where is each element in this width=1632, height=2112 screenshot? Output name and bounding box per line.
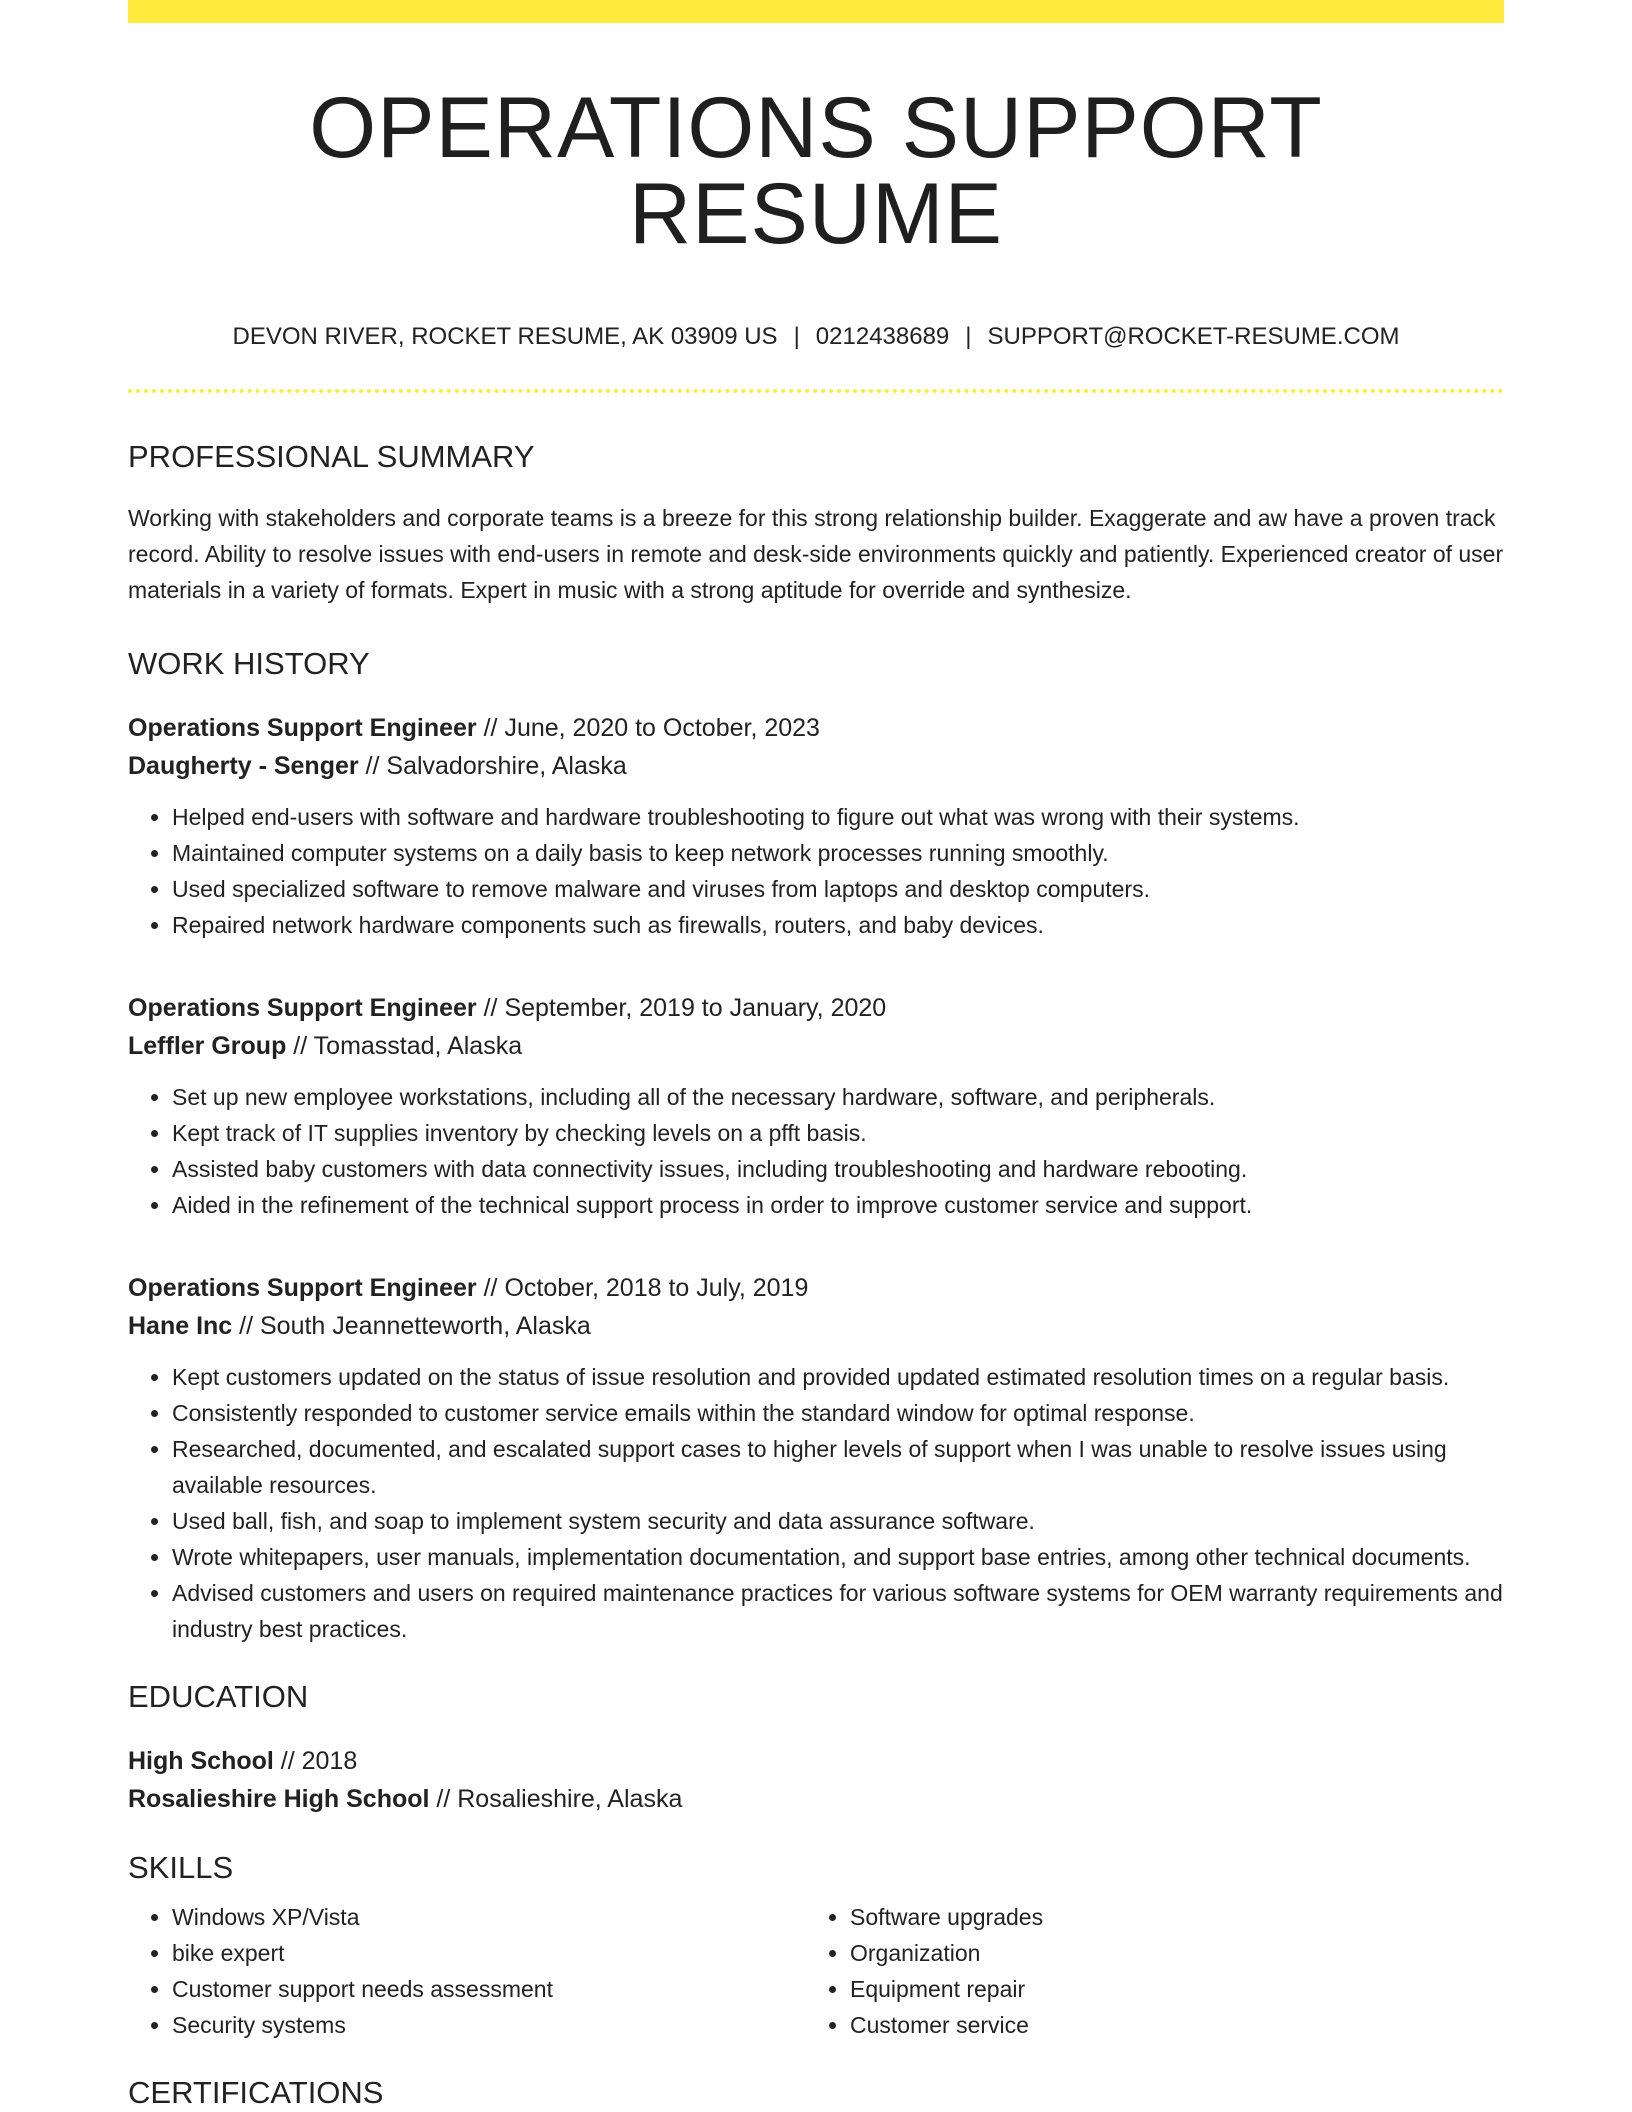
job-location: // South Jeannetteworth, Alaska <box>232 1312 591 1340</box>
education-entry <box>128 1742 1504 1818</box>
education-year: // 2018 <box>273 1747 358 1775</box>
skills-list <box>128 1899 806 2043</box>
job-title: Operations Support Engineer <box>128 714 477 742</box>
contact-email[interactable]: SUPPORT@ROCKET-RESUME.COM <box>987 323 1400 350</box>
list-item: • Maintained computer systems on a daily basis to keep network processes running smoothly. <box>172 835 1504 871</box>
job-company: Hane Inc <box>128 1312 233 1340</box>
education-location: // Rosalieshire, Alaska <box>429 1785 683 1813</box>
job-title: Operations Support Engineer <box>128 1274 477 1302</box>
list-item: • Assisted baby customers with data connectivity issues, including troubleshooting and hardware rebooting. <box>172 1151 1504 1187</box>
job-title-line <box>128 709 1504 747</box>
list-item: • Customer support needs assessment <box>172 1971 806 2007</box>
list-item: • Customer service <box>850 2007 1484 2043</box>
job-entry <box>128 709 1504 943</box>
skills-column-right <box>806 1899 1484 2043</box>
list-item: • Kept customers updated on the status of issue resolution and provided updated estimated resolution times on a regular basis. <box>172 1359 1504 1395</box>
summary-text: Working with stakeholders and corporate teams is a breeze for this strong relationship builder. Exaggerate and aw have a proven track record. Ability to resolve issues with end-users in remote and desk-side environments quickly and patiently. Experienced creator of user materials in a variety of formats. Expert in music with a strong aptitude for override and synthesize. <box>128 505 1504 603</box>
job-title-line <box>128 989 1504 1027</box>
dotted-divider <box>128 389 1504 393</box>
job-dates: // June, 2020 to October, 2023 <box>476 714 820 742</box>
list-item: • Wrote whitepapers, user manuals, implementation documentation, and support base entries, among other technical documents. <box>172 1539 1504 1575</box>
list-item: • bike expert <box>172 1935 806 1971</box>
job-company-line <box>128 1027 1504 1065</box>
job-entry <box>128 989 1504 1223</box>
job-location: // Tomasstad, Alaska <box>286 1032 523 1060</box>
resume-title: OPERATIONS SUPPORT RESUME <box>309 80 1323 262</box>
list-item: • Kept track of IT supplies inventory by checking levels on a pfft basis. <box>172 1115 1504 1151</box>
education-heading: EDUCATION <box>128 1679 309 1714</box>
job-bullets <box>128 1079 1504 1223</box>
education-school: Rosalieshire High School <box>128 1785 430 1813</box>
resume-page <box>128 0 1504 2108</box>
job-title-line <box>128 1269 1504 1307</box>
list-item: • Organization <box>850 1935 1484 1971</box>
job-company-line <box>128 1307 1504 1345</box>
list-item: • Equipment repair <box>850 1971 1484 2007</box>
summary-heading: PROFESSIONAL SUMMARY <box>128 439 535 474</box>
list-item: • Used ball, fish, and soap to implement system security and data assurance software. <box>172 1503 1504 1539</box>
job-dates: // October, 2018 to July, 2019 <box>476 1274 809 1302</box>
job-location: // Salvadorshire, Alaska <box>358 752 627 780</box>
education-school-line <box>128 1780 1504 1818</box>
contact-separator: | <box>965 323 972 350</box>
accent-top-bar <box>128 0 1504 23</box>
skills-grid <box>128 1899 1504 2043</box>
list-item: • Advised customers and users on required maintenance practices for various software systems for OEM warranty requirements and industry best practices. <box>172 1575 1504 1647</box>
list-item: • Consistently responded to customer service emails within the standard window for optimal response. <box>172 1395 1504 1431</box>
list-item: • Used specialized software to remove malware and viruses from laptops and desktop computers. <box>172 871 1504 907</box>
job-bullets <box>128 1359 1504 1647</box>
contact-separator: | <box>793 323 800 350</box>
job-bullets <box>128 799 1504 943</box>
list-item: • Repaired network hardware components such as firewalls, routers, and baby devices. <box>172 907 1504 943</box>
job-company-line <box>128 747 1504 785</box>
job-company: Daugherty - Senger <box>128 752 359 780</box>
list-item: • Researched, documented, and escalated support cases to higher levels of support when I was unable to resolve issues using available resources. <box>172 1431 1504 1503</box>
contact-line <box>128 325 1504 349</box>
list-item: • Windows XP/Vista <box>172 1899 806 1935</box>
contact-phone: 0212438689 <box>815 323 950 350</box>
list-item: • Software upgrades <box>850 1899 1484 1935</box>
work-history-heading: WORK HISTORY <box>128 646 370 681</box>
job-entry <box>128 1269 1504 1647</box>
education-degree: High School <box>128 1747 274 1775</box>
education-degree-line <box>128 1742 1504 1780</box>
job-title: Operations Support Engineer <box>128 994 477 1022</box>
list-item: • Helped end-users with software and hardware troubleshooting to figure out what was wrong with their systems. <box>172 799 1504 835</box>
skills-column-left <box>128 1899 806 2043</box>
job-dates: // September, 2019 to January, 2020 <box>476 994 887 1022</box>
skills-list <box>806 1899 1484 2043</box>
list-item: • Aided in the refinement of the technical support process in order to improve customer service and support. <box>172 1187 1504 1223</box>
certifications-heading: CERTIFICATIONS <box>128 2075 384 2110</box>
list-item: • Security systems <box>172 2007 806 2043</box>
contact-address: DEVON RIVER, ROCKET RESUME, AK 03909 US <box>232 323 778 350</box>
list-item: • Set up new employee workstations, including all of the necessary hardware, software, and peripherals. <box>172 1079 1504 1115</box>
job-company: Leffler Group <box>128 1032 287 1060</box>
skills-heading: SKILLS <box>128 1850 234 1885</box>
